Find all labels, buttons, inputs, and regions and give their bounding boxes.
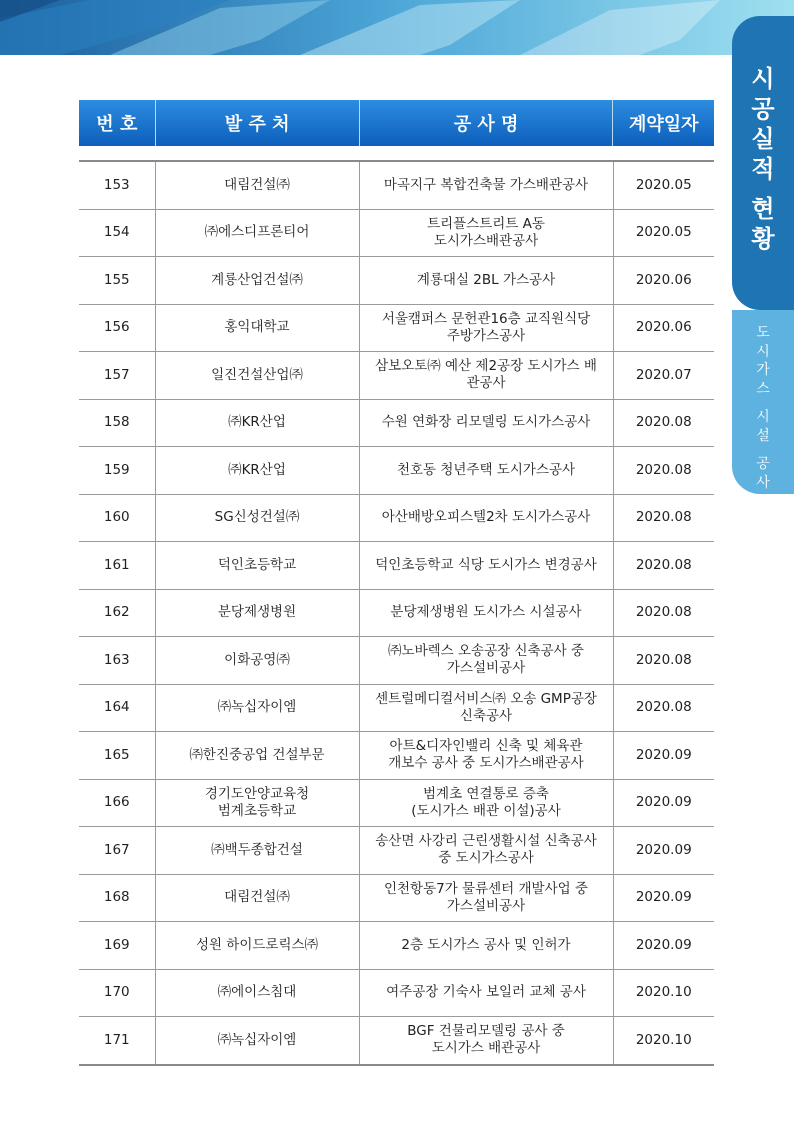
cell-project: 송산면 사강리 근린생활시설 신축공사 중 도시가스공사 [359, 827, 613, 875]
cell-no: 159 [79, 447, 155, 495]
side-tab-sub [732, 310, 794, 494]
cell-no: 168 [79, 874, 155, 922]
cell-date: 2020.09 [613, 874, 714, 922]
cell-no: 163 [79, 637, 155, 685]
side-tab-sub-char: 사 [756, 474, 770, 491]
table-row [79, 589, 714, 637]
cell-client: ㈜백두종합건설 [155, 827, 359, 875]
cell-no: 165 [79, 732, 155, 780]
cell-date: 2020.09 [613, 922, 714, 970]
side-tab-main [732, 16, 794, 310]
cell-no: 171 [79, 1017, 155, 1065]
cell-project: 아산배방오피스텔2차 도시가스공사 [359, 494, 613, 542]
cell-date: 2020.09 [613, 779, 714, 827]
cell-no: 167 [79, 827, 155, 875]
cell-client: 분당제생병원 [155, 589, 359, 637]
cell-date: 2020.08 [613, 637, 714, 685]
cell-date: 2020.06 [613, 304, 714, 352]
cell-client: 일진건설산업㈜ [155, 352, 359, 400]
cell-no: 169 [79, 922, 155, 970]
cell-project: 아트&디자인밸리 신축 및 체육관 개보수 공사 중 도시가스배관공사 [359, 732, 613, 780]
cell-project: 삼보오토㈜ 예산 제2공장 도시가스 배 관공사 [359, 352, 613, 400]
cell-no: 161 [79, 542, 155, 590]
table-row [79, 922, 714, 970]
cell-date: 2020.05 [613, 209, 714, 257]
table-row [79, 304, 714, 352]
table-row [79, 874, 714, 922]
cell-no: 153 [79, 161, 155, 209]
cell-project: 계룡대실 2BL 가스공사 [359, 257, 613, 305]
table-row [79, 209, 714, 257]
cell-no: 162 [79, 589, 155, 637]
table-row [79, 399, 714, 447]
side-tab-sub-gap [732, 445, 794, 455]
cell-project: 센트럴메디컬서비스㈜ 오송 GMP공장 신축공사 [359, 684, 613, 732]
cell-date: 2020.06 [613, 257, 714, 305]
cell-no: 164 [79, 684, 155, 732]
cell-client: ㈜녹십자이엠 [155, 684, 359, 732]
header-no: 번 호 [79, 100, 156, 146]
cell-date: 2020.08 [613, 589, 714, 637]
cell-date: 2020.05 [613, 161, 714, 209]
table-row [79, 969, 714, 1017]
side-tab-main-char: 시 [751, 65, 775, 93]
table-row [79, 637, 714, 685]
cell-client: ㈜에이스침대 [155, 969, 359, 1017]
side-tab-sub-char: 도 [756, 325, 770, 341]
cell-client: 성원 하이드로릭스㈜ [155, 922, 359, 970]
table-row [79, 161, 714, 209]
table-row [79, 352, 714, 400]
side-tab-sub-char: 설 [756, 427, 770, 444]
cell-client: ㈜KR산업 [155, 447, 359, 495]
cell-client: ㈜KR산업 [155, 399, 359, 447]
cell-client: 이화공영㈜ [155, 637, 359, 685]
table-row [79, 542, 714, 590]
cell-project: ㈜노바렉스 오송공장 신축공사 중 가스설비공사 [359, 637, 613, 685]
cell-no: 160 [79, 494, 155, 542]
table-row [79, 1017, 714, 1065]
cell-project: 범계초 연결통로 증축 (도시가스 배관 이설)공사 [359, 779, 613, 827]
cell-date: 2020.09 [613, 827, 714, 875]
cell-date: 2020.10 [613, 969, 714, 1017]
table-header [79, 100, 714, 146]
side-tab-main-char: 황 [751, 225, 775, 253]
cell-no: 170 [79, 969, 155, 1017]
cell-date: 2020.08 [613, 447, 714, 495]
table-row [79, 779, 714, 827]
cell-client: 덕인초등학교 [155, 542, 359, 590]
header-banner-decoration [0, 0, 794, 55]
cell-client: 계룡산업건설㈜ [155, 257, 359, 305]
cell-date: 2020.08 [613, 684, 714, 732]
cell-project: 수원 연화장 리모델링 도시가스공사 [359, 399, 613, 447]
cell-no: 155 [79, 257, 155, 305]
side-tab-main-char: 실 [751, 125, 775, 153]
header-client: 발 주 처 [156, 100, 360, 146]
cell-project: 분당제생병원 도시가스 시설공사 [359, 589, 613, 637]
cell-project: 인천항동7가 물류센터 개발사업 중 가스설비공사 [359, 874, 613, 922]
side-tab-main-char: 현 [751, 195, 775, 223]
side-tab-sub-char: 스 [756, 380, 770, 397]
table-row [79, 827, 714, 875]
project-table [79, 160, 714, 1066]
side-tab-main-char: 공 [751, 95, 775, 123]
table-row [79, 257, 714, 305]
side-tab-sub-title [732, 324, 794, 492]
side-tab-main-title [732, 64, 794, 254]
cell-client: ㈜에스디프론티어 [155, 209, 359, 257]
side-tab-sub-char: 시 [756, 343, 770, 360]
cell-date: 2020.09 [613, 732, 714, 780]
cell-no: 156 [79, 304, 155, 352]
cell-client: 대림건설㈜ [155, 874, 359, 922]
side-tab-sub-char: 시 [756, 409, 770, 425]
cell-client: 대림건설㈜ [155, 161, 359, 209]
cell-client: ㈜녹십자이엠 [155, 1017, 359, 1065]
header-date: 계약일자 [628, 114, 699, 135]
header-project: 공 사 명 [360, 100, 614, 146]
side-tab-main-char: 적 [751, 155, 775, 183]
table-row [79, 447, 714, 495]
cell-project: 마곡지구 복합건축물 가스배관공사 [359, 161, 613, 209]
cell-project: BGF 건물리모델링 공사 중 도시가스 배관공사 [359, 1017, 613, 1065]
cell-client: ㈜한진중공업 건설부문 [155, 732, 359, 780]
cell-no: 166 [79, 779, 155, 827]
cell-client: 경기도안양교육청 범계초등학교 [155, 779, 359, 827]
cell-project: 2층 도시가스 공사 및 인허가 [359, 922, 613, 970]
cell-date: 2020.08 [613, 494, 714, 542]
cell-project: 서울캠퍼스 문헌관16층 교직원식당 주방가스공사 [359, 304, 613, 352]
side-tab-sub-gap [732, 398, 794, 408]
cell-project: 여주공장 기숙사 보일러 교체 공사 [359, 969, 613, 1017]
cell-date: 2020.08 [613, 542, 714, 590]
cell-no: 158 [79, 399, 155, 447]
table-row [79, 732, 714, 780]
side-tab-sub-char: 공 [756, 456, 770, 472]
cell-client: SG신성건설㈜ [155, 494, 359, 542]
cell-project: 트리플스트리트 A동 도시가스배관공사 [359, 209, 613, 257]
side-tab-sub-char: 가 [756, 362, 770, 378]
cell-date: 2020.08 [613, 399, 714, 447]
table-row [79, 494, 714, 542]
cell-project: 천호동 청년주택 도시가스공사 [359, 447, 613, 495]
side-tab-main-gap [732, 184, 794, 194]
cell-date: 2020.07 [613, 352, 714, 400]
table-row [79, 684, 714, 732]
cell-no: 154 [79, 209, 155, 257]
cell-client: 홍익대학교 [155, 304, 359, 352]
cell-no: 157 [79, 352, 155, 400]
cell-project: 덕인초등학교 식당 도시가스 변경공사 [359, 542, 613, 590]
cell-date: 2020.10 [613, 1017, 714, 1065]
